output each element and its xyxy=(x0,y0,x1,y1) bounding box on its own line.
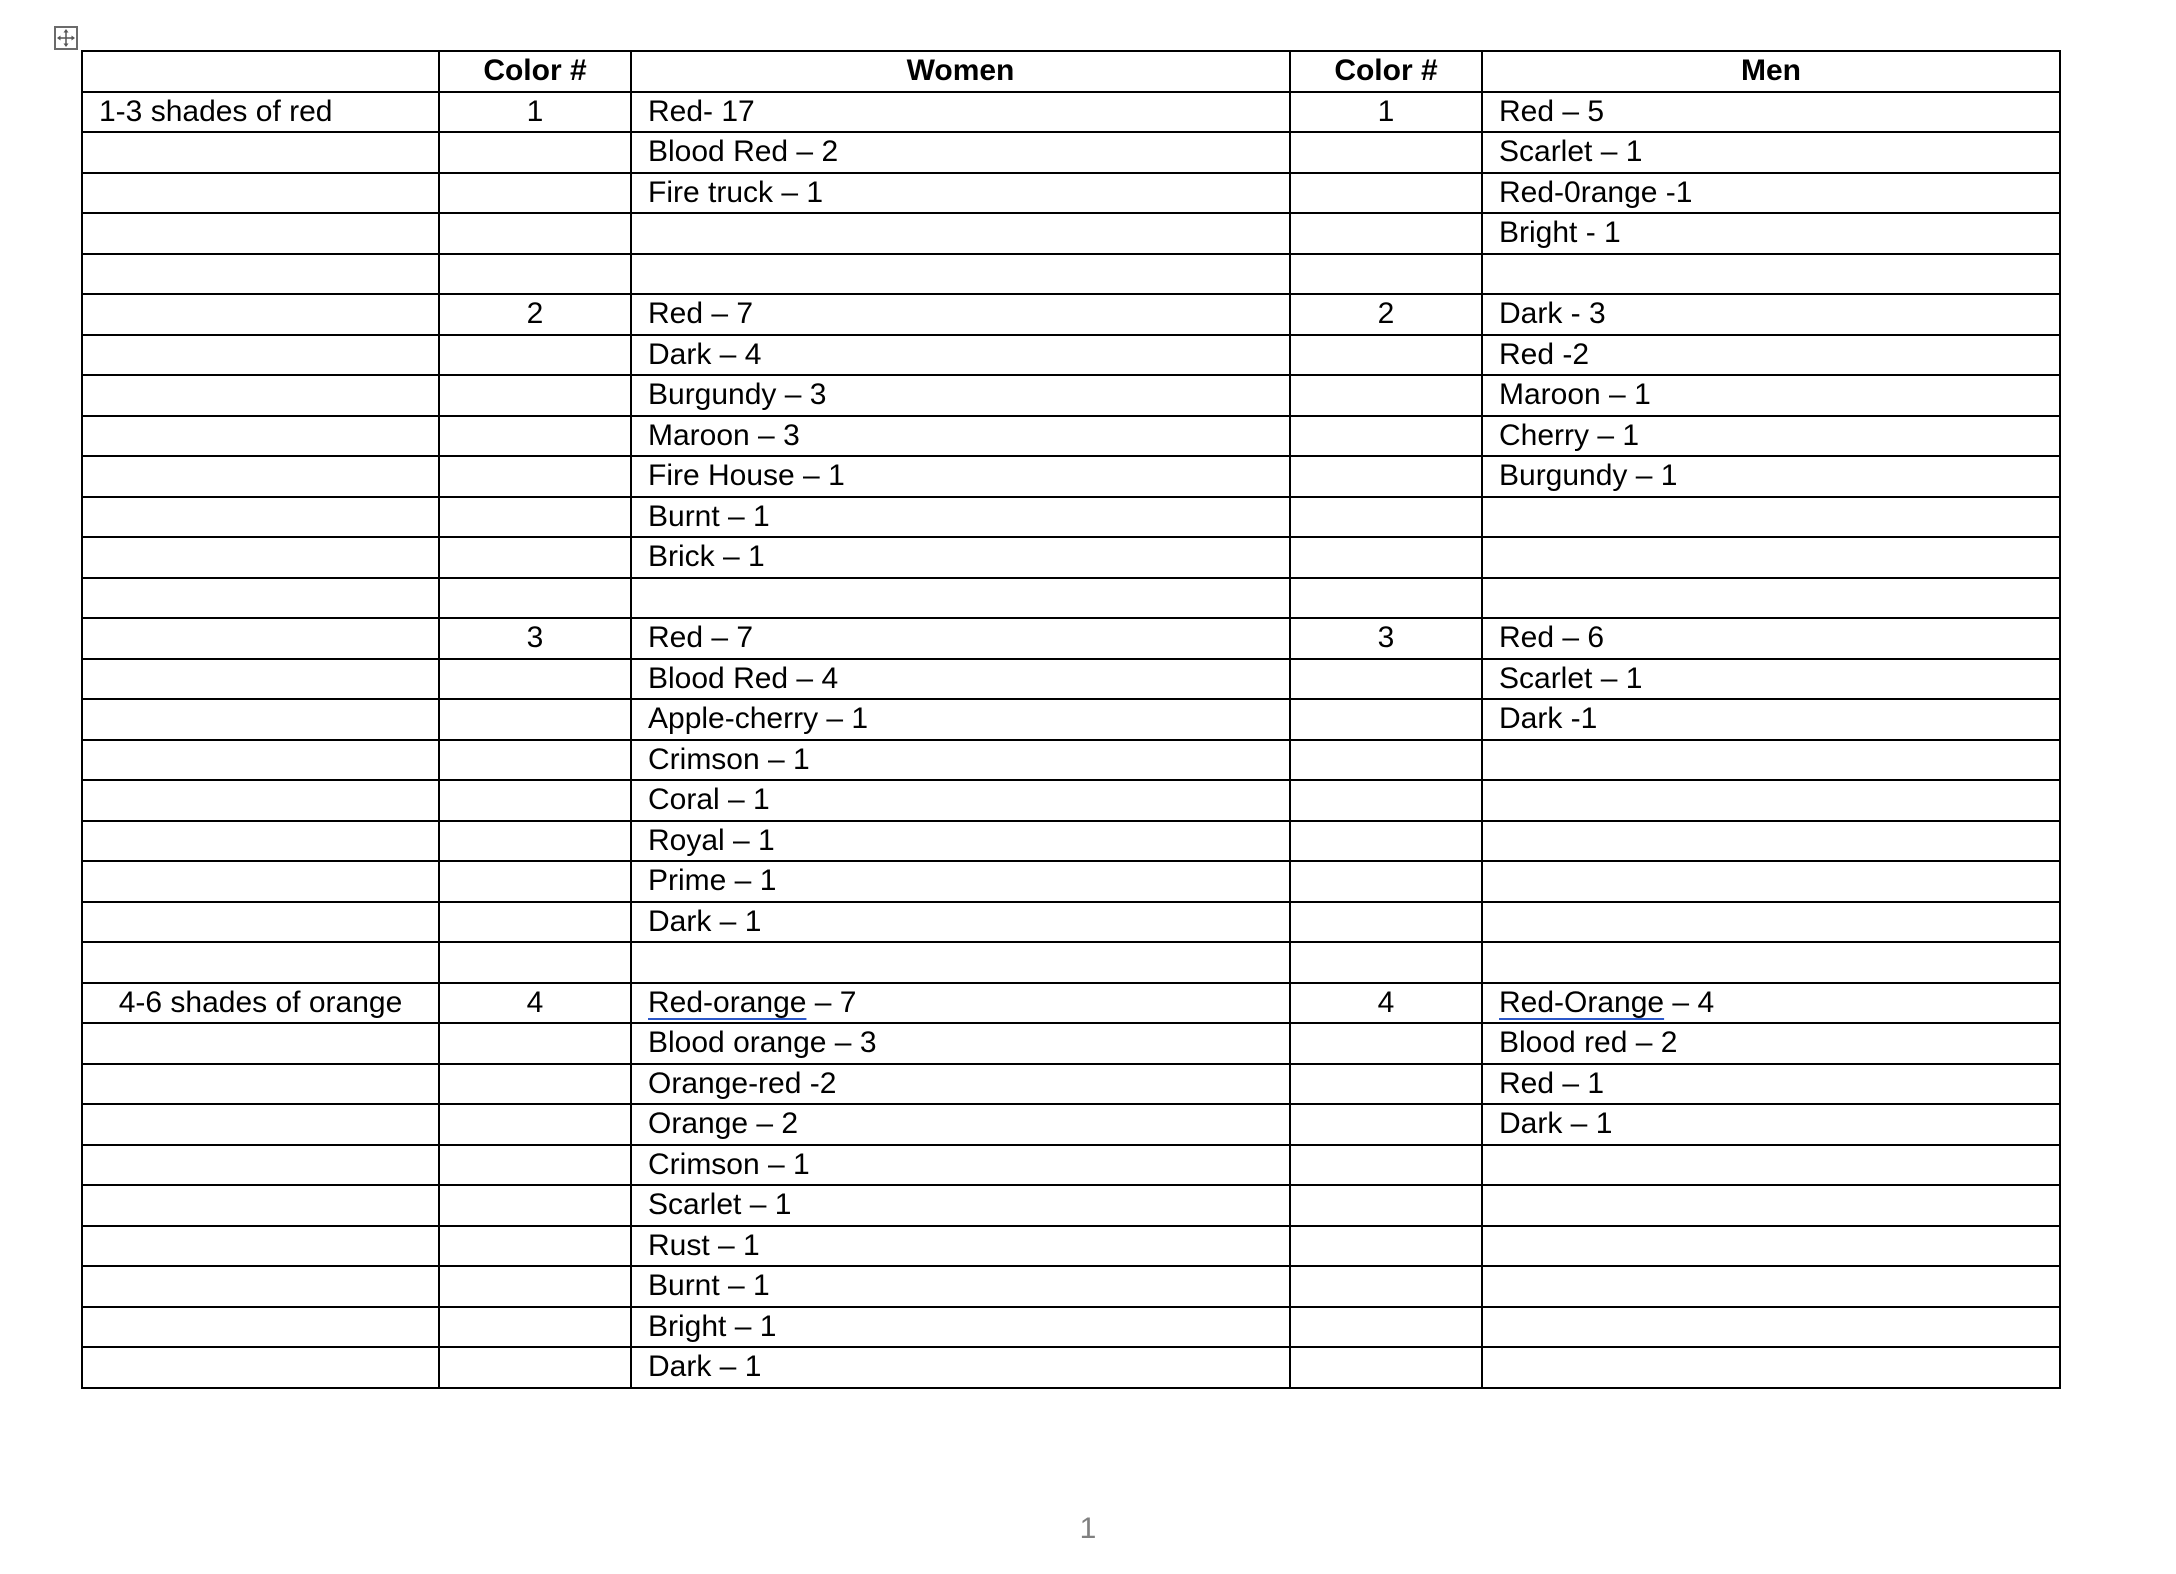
women-shade-cell[interactable]: Brick – 1 xyxy=(631,537,1290,578)
women-color-number-cell[interactable]: 1 xyxy=(439,92,631,133)
table-row xyxy=(82,213,2060,254)
category-cell[interactable] xyxy=(82,699,439,740)
men-shade-cell[interactable] xyxy=(1482,740,2060,781)
table-row xyxy=(82,1226,2060,1267)
table-row xyxy=(82,699,2060,740)
men-color-number-cell[interactable] xyxy=(1290,132,1482,173)
women-shade-cell[interactable]: Crimson – 1 xyxy=(631,1145,1290,1186)
women-color-number-cell[interactable] xyxy=(439,132,631,173)
women-shade-cell[interactable]: Burnt – 1 xyxy=(631,497,1290,538)
men-shade-cell[interactable]: Red – 5 xyxy=(1482,92,2060,133)
category-cell[interactable]: 4-6 shades of orange xyxy=(82,983,439,1024)
table-row xyxy=(82,1145,2060,1186)
men-shade-cell[interactable] xyxy=(1482,537,2060,578)
women-color-number-cell[interactable] xyxy=(439,1347,631,1388)
women-color-number-cell[interactable] xyxy=(439,780,631,821)
table-move-handle-icon[interactable] xyxy=(54,26,78,50)
women-shade-cell[interactable]: Orange – 2 xyxy=(631,1104,1290,1145)
women-color-number-cell[interactable] xyxy=(439,740,631,781)
men-color-number-cell[interactable] xyxy=(1290,861,1482,902)
women-color-number-cell[interactable] xyxy=(439,1185,631,1226)
men-shade-cell[interactable] xyxy=(1482,578,2060,619)
women-shade-cell[interactable]: Dark – 1 xyxy=(631,902,1290,943)
women-color-number-cell[interactable] xyxy=(439,416,631,457)
men-shade-cell[interactable] xyxy=(1482,942,2060,983)
color-shades-table xyxy=(81,50,2061,1389)
women-shade-cell[interactable]: Red – 7 xyxy=(631,294,1290,335)
women-shade-cell[interactable] xyxy=(631,254,1290,295)
header-men[interactable]: Men xyxy=(1482,51,2060,92)
men-color-number-cell[interactable] xyxy=(1290,578,1482,619)
men-color-number-cell[interactable] xyxy=(1290,375,1482,416)
category-cell[interactable] xyxy=(82,132,439,173)
category-cell[interactable] xyxy=(82,1023,439,1064)
women-shade-cell[interactable]: Fire House – 1 xyxy=(631,456,1290,497)
women-color-number-cell[interactable] xyxy=(439,861,631,902)
men-color-number-cell[interactable] xyxy=(1290,254,1482,295)
category-cell[interactable] xyxy=(82,780,439,821)
header-row xyxy=(82,51,2060,92)
men-shade-cell[interactable]: Cherry – 1 xyxy=(1482,416,2060,457)
men-color-number-cell[interactable] xyxy=(1290,416,1482,457)
men-shade-cell[interactable]: Dark -1 xyxy=(1482,699,2060,740)
women-shade-cell[interactable]: Dark – 1 xyxy=(631,1347,1290,1388)
men-color-number-cell[interactable]: 1 xyxy=(1290,92,1482,133)
men-shade-cell[interactable]: Scarlet – 1 xyxy=(1482,132,2060,173)
men-shade-cell[interactable]: Bright - 1 xyxy=(1482,213,2060,254)
women-color-number-cell[interactable] xyxy=(439,213,631,254)
men-color-number-cell[interactable] xyxy=(1290,537,1482,578)
spellcheck-flagged-word: Red-Orange xyxy=(1499,985,1665,1019)
women-color-number-cell[interactable] xyxy=(439,173,631,214)
men-color-number-cell[interactable] xyxy=(1290,1226,1482,1267)
women-color-number-cell[interactable] xyxy=(439,578,631,619)
men-shade-cell[interactable] xyxy=(1482,821,2060,862)
four-way-arrow-icon xyxy=(56,28,76,48)
men-color-number-cell[interactable]: 3 xyxy=(1290,618,1482,659)
table-row xyxy=(82,1185,2060,1226)
men-shade-cell[interactable]: Maroon – 1 xyxy=(1482,375,2060,416)
men-shade-cell[interactable] xyxy=(1482,1226,2060,1267)
page-number: 1 xyxy=(1079,1512,1097,1545)
men-shade-cell[interactable]: Red-0range -1 xyxy=(1482,173,2060,214)
men-color-number-cell[interactable] xyxy=(1290,942,1482,983)
table-row xyxy=(82,902,2060,943)
women-color-number-cell[interactable] xyxy=(439,335,631,376)
women-color-number-cell[interactable] xyxy=(439,254,631,295)
table-row xyxy=(82,1266,2060,1307)
men-color-number-cell[interactable] xyxy=(1290,1347,1482,1388)
women-color-number-cell[interactable] xyxy=(439,1145,631,1186)
category-cell[interactable] xyxy=(82,1226,439,1267)
women-color-number-cell[interactable] xyxy=(439,1307,631,1348)
table-row xyxy=(82,1023,2060,1064)
table-row xyxy=(82,132,2060,173)
women-color-number-cell[interactable]: 4 xyxy=(439,983,631,1024)
women-color-number-cell[interactable] xyxy=(439,1023,631,1064)
men-color-number-cell[interactable] xyxy=(1290,335,1482,376)
table-row xyxy=(82,1064,2060,1105)
men-color-number-cell[interactable] xyxy=(1290,1104,1482,1145)
table-row xyxy=(82,821,2060,862)
category-cell[interactable] xyxy=(82,578,439,619)
men-color-number-cell[interactable] xyxy=(1290,780,1482,821)
women-color-number-cell[interactable]: 3 xyxy=(439,618,631,659)
table-row xyxy=(82,497,2060,538)
women-shade-cell[interactable]: Burnt – 1 xyxy=(631,1266,1290,1307)
category-cell[interactable] xyxy=(82,1104,439,1145)
men-shade-cell[interactable] xyxy=(1482,1145,2060,1186)
table-row xyxy=(82,254,2060,295)
table-row xyxy=(82,92,2060,133)
table-body xyxy=(82,92,2060,1388)
women-shade-cell[interactable]: Prime – 1 xyxy=(631,861,1290,902)
men-shade-cell[interactable] xyxy=(1482,780,2060,821)
women-color-number-cell[interactable] xyxy=(439,659,631,700)
category-cell[interactable] xyxy=(82,1347,439,1388)
table-row xyxy=(82,740,2060,781)
women-shade-cell[interactable]: Blood orange – 3 xyxy=(631,1023,1290,1064)
men-shade-cell[interactable] xyxy=(1482,1347,2060,1388)
header-men-color-number[interactable]: Color # xyxy=(1290,51,1482,92)
table-row xyxy=(82,456,2060,497)
category-cell[interactable] xyxy=(82,861,439,902)
table-row xyxy=(82,983,2060,1024)
women-color-number-cell[interactable] xyxy=(439,942,631,983)
women-shade-cell[interactable]: Dark – 4 xyxy=(631,335,1290,376)
women-shade-cell[interactable]: Fire truck – 1 xyxy=(631,173,1290,214)
men-color-number-cell[interactable] xyxy=(1290,740,1482,781)
men-color-number-cell[interactable] xyxy=(1290,497,1482,538)
women-color-number-cell[interactable] xyxy=(439,497,631,538)
category-cell[interactable] xyxy=(82,456,439,497)
women-shade-cell[interactable]: Crimson – 1 xyxy=(631,740,1290,781)
category-cell[interactable] xyxy=(82,416,439,457)
women-color-number-cell[interactable] xyxy=(439,1104,631,1145)
women-shade-cell[interactable] xyxy=(631,983,1290,1024)
women-shade-cell[interactable] xyxy=(631,942,1290,983)
men-color-number-cell[interactable] xyxy=(1290,1307,1482,1348)
table-row xyxy=(82,618,2060,659)
table-row xyxy=(82,1307,2060,1348)
men-color-number-cell[interactable] xyxy=(1290,1185,1482,1226)
men-shade-cell[interactable] xyxy=(1482,902,2060,943)
women-shade-cell[interactable]: Apple-cherry – 1 xyxy=(631,699,1290,740)
men-color-number-cell[interactable] xyxy=(1290,902,1482,943)
category-cell[interactable] xyxy=(82,375,439,416)
shade-count: – 7 xyxy=(806,985,857,1019)
category-cell[interactable] xyxy=(82,821,439,862)
men-shade-cell[interactable]: Red – 1 xyxy=(1482,1064,2060,1105)
category-cell[interactable] xyxy=(82,618,439,659)
category-cell[interactable] xyxy=(82,1307,439,1348)
category-cell[interactable] xyxy=(82,1064,439,1105)
table-row xyxy=(82,780,2060,821)
men-color-number-cell[interactable] xyxy=(1290,456,1482,497)
shade-count: – 4 xyxy=(1664,985,1715,1019)
men-shade-cell[interactable] xyxy=(1482,1266,2060,1307)
men-color-number-cell[interactable] xyxy=(1290,821,1482,862)
category-cell[interactable] xyxy=(82,173,439,214)
men-color-number-cell[interactable]: 2 xyxy=(1290,294,1482,335)
women-color-number-cell[interactable] xyxy=(439,699,631,740)
men-color-number-cell[interactable] xyxy=(1290,1064,1482,1105)
men-shade-cell[interactable]: Burgundy – 1 xyxy=(1482,456,2060,497)
category-cell[interactable] xyxy=(82,942,439,983)
men-shade-cell[interactable] xyxy=(1482,1307,2060,1348)
table-row xyxy=(82,659,2060,700)
women-color-number-cell[interactable] xyxy=(439,821,631,862)
women-color-number-cell[interactable]: 2 xyxy=(439,294,631,335)
table-row xyxy=(82,1347,2060,1388)
table-row xyxy=(82,375,2060,416)
men-color-number-cell[interactable] xyxy=(1290,1023,1482,1064)
women-color-number-cell[interactable] xyxy=(439,456,631,497)
women-shade-cell[interactable]: Red- 17 xyxy=(631,92,1290,133)
category-cell[interactable] xyxy=(82,294,439,335)
women-color-number-cell[interactable] xyxy=(439,375,631,416)
women-shade-cell[interactable]: Blood Red – 4 xyxy=(631,659,1290,700)
men-color-number-cell[interactable]: 4 xyxy=(1290,983,1482,1024)
men-color-number-cell[interactable] xyxy=(1290,699,1482,740)
table-row xyxy=(82,578,2060,619)
women-shade-cell[interactable]: Rust – 1 xyxy=(631,1226,1290,1267)
category-cell[interactable] xyxy=(82,740,439,781)
men-shade-cell[interactable] xyxy=(1482,254,2060,295)
header-women[interactable]: Women xyxy=(631,51,1290,92)
women-color-number-cell[interactable] xyxy=(439,1266,631,1307)
category-cell[interactable] xyxy=(82,1145,439,1186)
table-row xyxy=(82,1104,2060,1145)
men-shade-cell[interactable] xyxy=(1482,983,2060,1024)
women-shade-cell[interactable] xyxy=(631,213,1290,254)
men-shade-cell[interactable] xyxy=(1482,861,2060,902)
women-shade-cell[interactable]: Red – 7 xyxy=(631,618,1290,659)
table-row xyxy=(82,335,2060,376)
category-cell[interactable] xyxy=(82,497,439,538)
table-row xyxy=(82,861,2060,902)
men-color-number-cell[interactable] xyxy=(1290,173,1482,214)
men-color-number-cell[interactable] xyxy=(1290,1266,1482,1307)
category-cell[interactable] xyxy=(82,1266,439,1307)
category-cell[interactable] xyxy=(82,659,439,700)
men-shade-cell[interactable]: Red -2 xyxy=(1482,335,2060,376)
women-color-number-cell[interactable] xyxy=(439,537,631,578)
table-row xyxy=(82,537,2060,578)
table-row xyxy=(82,173,2060,214)
women-shade-cell[interactable]: Coral – 1 xyxy=(631,780,1290,821)
men-shade-cell[interactable]: Dark - 3 xyxy=(1482,294,2060,335)
category-cell[interactable] xyxy=(82,213,439,254)
men-color-number-cell[interactable] xyxy=(1290,213,1482,254)
men-shade-cell[interactable]: Scarlet – 1 xyxy=(1482,659,2060,700)
women-shade-cell[interactable]: Royal – 1 xyxy=(631,821,1290,862)
men-shade-cell[interactable] xyxy=(1482,497,2060,538)
table-row xyxy=(82,416,2060,457)
table-row xyxy=(82,294,2060,335)
category-cell[interactable] xyxy=(82,254,439,295)
men-shade-cell[interactable]: Red – 6 xyxy=(1482,618,2060,659)
women-shade-cell[interactable]: Orange-red -2 xyxy=(631,1064,1290,1105)
men-shade-cell[interactable] xyxy=(1482,1185,2060,1226)
women-color-number-cell[interactable] xyxy=(439,1064,631,1105)
spellcheck-flagged-word: Red-orange xyxy=(648,985,807,1019)
category-cell[interactable]: 1-3 shades of red xyxy=(82,92,439,133)
men-shade-cell[interactable]: Blood red – 2 xyxy=(1482,1023,2060,1064)
women-shade-cell[interactable]: Burgundy – 3 xyxy=(631,375,1290,416)
category-cell[interactable] xyxy=(82,902,439,943)
category-cell[interactable] xyxy=(82,335,439,376)
table-row xyxy=(82,942,2060,983)
category-cell[interactable] xyxy=(82,537,439,578)
women-shade-cell[interactable]: Maroon – 3 xyxy=(631,416,1290,457)
women-shade-cell[interactable] xyxy=(631,578,1290,619)
header-category[interactable] xyxy=(82,51,439,92)
header-women-color-number[interactable]: Color # xyxy=(439,51,631,92)
women-color-number-cell[interactable] xyxy=(439,1226,631,1267)
women-shade-cell[interactable]: Blood Red – 2 xyxy=(631,132,1290,173)
men-color-number-cell[interactable] xyxy=(1290,1145,1482,1186)
men-shade-cell[interactable]: Dark – 1 xyxy=(1482,1104,2060,1145)
women-shade-cell[interactable]: Bright – 1 xyxy=(631,1307,1290,1348)
men-color-number-cell[interactable] xyxy=(1290,659,1482,700)
women-color-number-cell[interactable] xyxy=(439,902,631,943)
women-shade-cell[interactable]: Scarlet – 1 xyxy=(631,1185,1290,1226)
category-cell[interactable] xyxy=(82,1185,439,1226)
